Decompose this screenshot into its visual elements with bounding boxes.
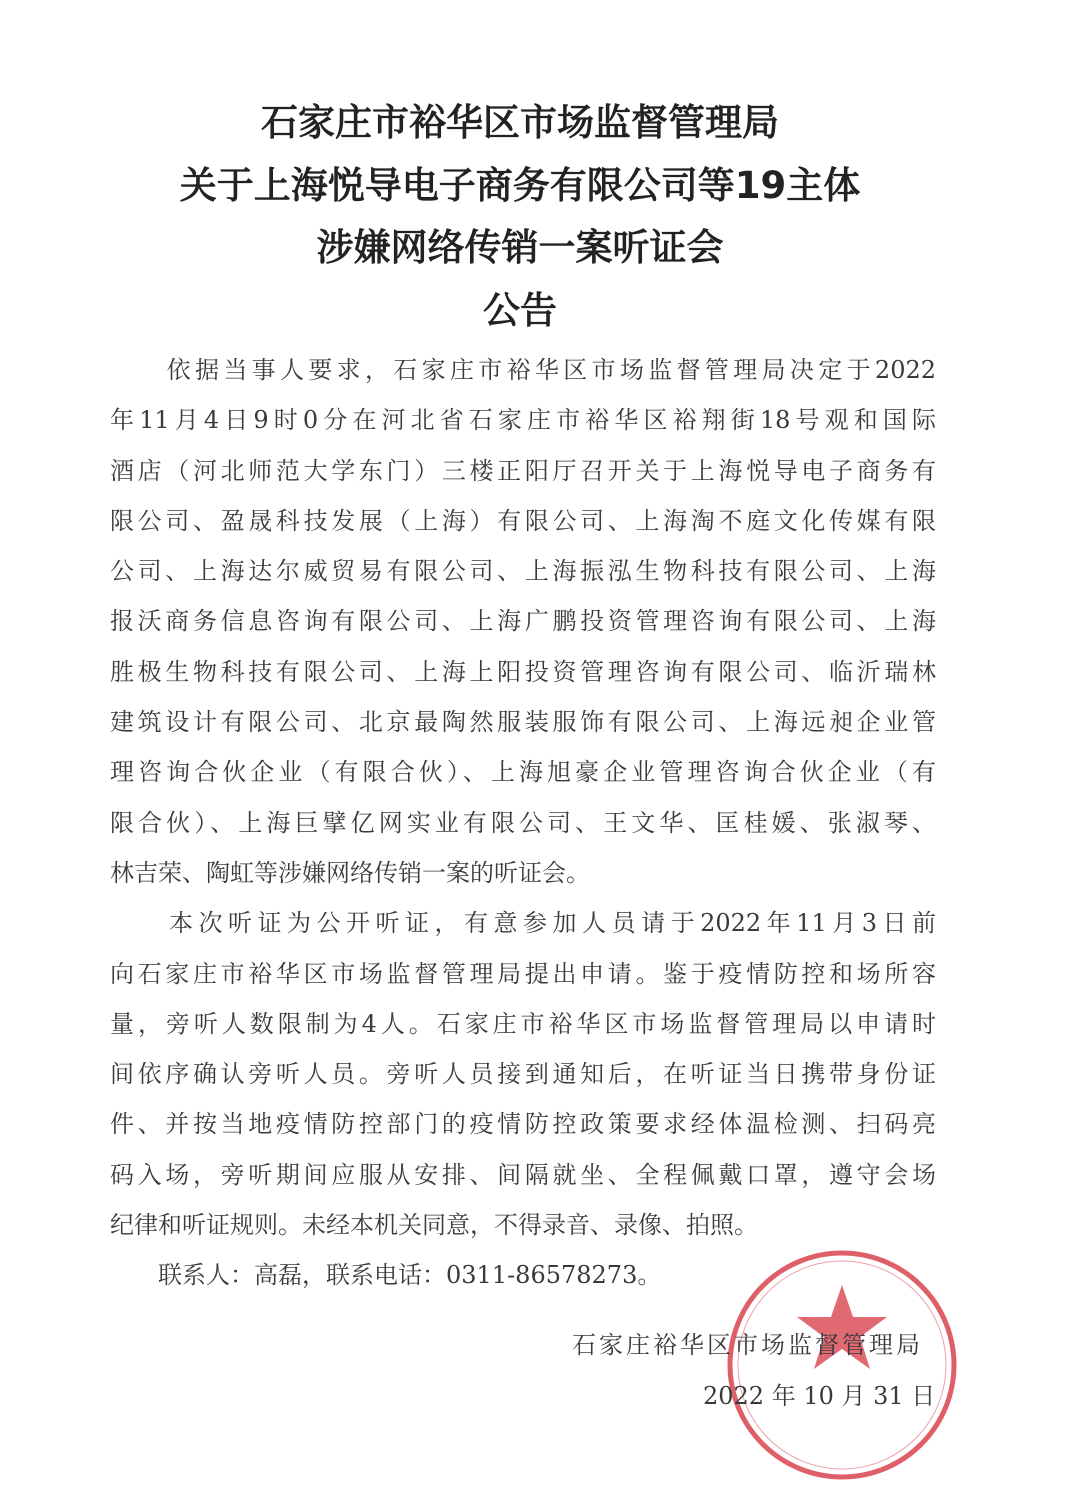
text-line: 报沃商务信息咨询有限公司、上海广鹏投资管理咨询有限公司、上海 <box>110 607 936 636</box>
document-body <box>110 345 936 1301</box>
title-line-2: 关于上海悦导电子商务有限公司等19主体 <box>179 164 861 207</box>
text-line: 年11月4日9时0分在河北省石家庄市裕华区裕翔街18号观和国际 <box>110 406 936 435</box>
text-line: 理咨询合伙企业（有限合伙）、上海旭豪企业管理咨询合伙企业（有 <box>110 758 936 787</box>
title-line-1: 石家庄市裕华区市场监督管理局 <box>261 101 779 144</box>
title-line-3: 涉嫌网络传销一案听证会 <box>316 226 724 269</box>
text-line: 林吉荣、陶虹等涉嫌网络传销一案的听证会。 <box>110 858 590 887</box>
text-line: 胜极生物科技有限公司、上海上阳投资管理咨询有限公司、临沂瑞林 <box>110 657 936 686</box>
text-line: 限合伙）、上海巨擘亿网实业有限公司、王文华、匡桂媛、张淑琴、 <box>110 808 936 837</box>
text-line: 依据当事人要求，石家庄市裕华区市场监督管理局决定于2022 <box>110 356 936 384</box>
text-line: 向石家庄市裕华区市场监督管理局提出申请。鉴于疫情防控和场所容 <box>110 959 936 988</box>
text-line: 量，旁听人数限制为4人。石家庄市裕华区市场监督管理局以申请时 <box>110 1009 936 1038</box>
text-line: 限公司、盈晟科技发展（上海）有限公司、上海淘不庭文化传媒有限 <box>110 506 936 535</box>
text-line: 件、并按当地疫情防控部门的疫情防控政策要求经体温检测、扫码亮 <box>110 1110 936 1139</box>
text-line: 间依序确认旁听人员。旁听人员接到通知后，在听证当日携带身份证 <box>110 1060 936 1089</box>
text-line: 公司、上海达尔威贸易有限公司、上海振泓生物科技有限公司、上海 <box>110 557 936 586</box>
text-line: 本次听证为公开听证，有意参加人员请于2022年11月3日前 <box>110 909 936 938</box>
title-line-4: 公告 <box>483 289 557 332</box>
issuer-name: 石家庄裕华区市场监督管理局 <box>572 1331 923 1359</box>
contact-line: 联系人：高磊，联系电话：0311-86578273。 <box>110 1261 662 1290</box>
text-line: 码入场，旁听期间应服从安排、间隔就坐、全程佩戴口罩，遵守会场 <box>110 1160 936 1189</box>
paragraph-2 <box>110 898 936 1250</box>
text-line: 酒店（河北师范大学东门）三楼正阳厅召开关于上海悦导电子商务有 <box>110 456 936 485</box>
text-line: 纪律和听证规则。未经本机关同意，不得录音、录像、拍照。 <box>110 1211 758 1240</box>
paragraph-1 <box>110 345 936 898</box>
issue-date: 2022 年 10 月 31 日 <box>703 1382 936 1410</box>
text-line: 建筑设计有限公司、北京最陶然服装服饰有限公司、上海远昶企业管 <box>110 708 936 737</box>
